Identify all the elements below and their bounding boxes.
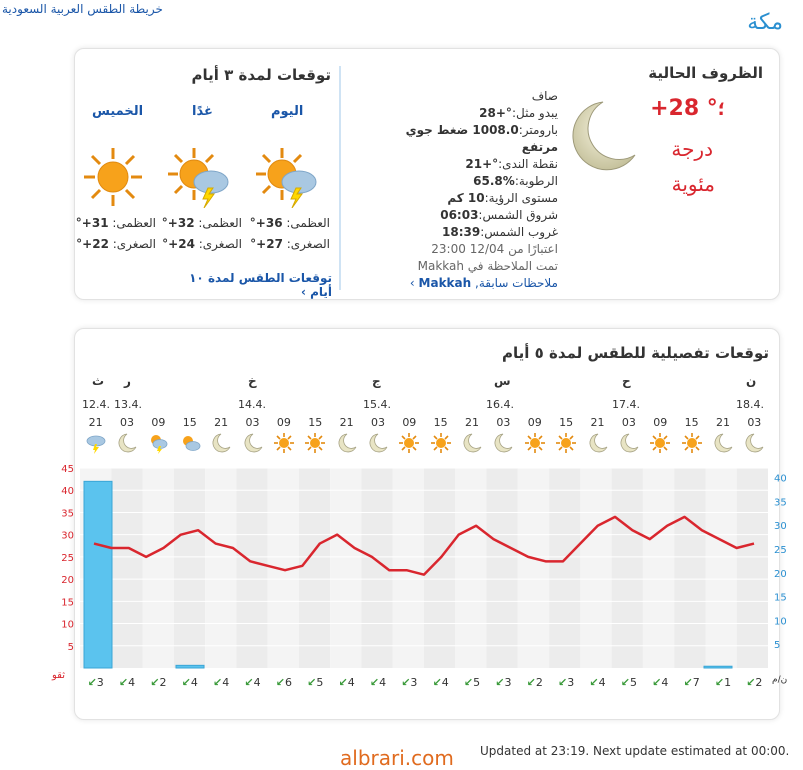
hour-label: 09 (402, 416, 417, 429)
visibility-row: مستوى الرؤية:10 كم (447, 191, 558, 205)
left-axis-tick: 20 (61, 575, 74, 587)
hours-row (80, 416, 770, 430)
day-letter: ر (124, 374, 131, 388)
day-letter: ج (372, 374, 381, 388)
current-temperature: +28 °؛ (650, 96, 725, 121)
barometer-row: بارومتر:1008.0 ضغط جوي (405, 123, 558, 137)
sun-icon (430, 432, 452, 454)
hour-label: 09 (653, 416, 668, 429)
chart-column-bg (143, 468, 174, 668)
left-axis-tick: 30 (61, 530, 74, 542)
wind-cell: ↙5 (307, 676, 324, 689)
current-conditions-title: الظروف الحالية (648, 64, 763, 82)
sun-icon (555, 432, 577, 454)
chart-column-bg (737, 468, 768, 668)
right-axis-tick: 25 (774, 544, 787, 556)
condition-text: صاف (531, 89, 558, 103)
right-axis-tick: 10 (774, 616, 787, 628)
day-tomorrow-label[interactable]: غدًا (192, 104, 213, 119)
day-letter: ن (746, 374, 757, 388)
wind-cell: ↙5 (620, 676, 637, 689)
moon-icon (210, 432, 232, 454)
breadcrumb-link[interactable]: خريطة الطقس العربية السعودية (2, 2, 163, 16)
brand-watermark: albrari.com (340, 746, 454, 770)
sunrise-row: شروق الشمس:06:03 (440, 208, 558, 222)
precip-bar (704, 666, 732, 668)
hour-label: 21 (88, 416, 103, 429)
hour-label: 03 (621, 416, 636, 429)
hour-label: 15 (684, 416, 699, 429)
moon-icon (492, 432, 514, 454)
detail-title: توقعات تفصيلية للطقس لمدة ٥ أيام (502, 344, 769, 362)
hour-label: 03 (245, 416, 260, 429)
hour-label: 03 (120, 416, 135, 429)
temperature-unit-line1: درجة (671, 137, 713, 161)
temperature-chart (50, 460, 792, 685)
wind-cell: ↙3 (87, 676, 104, 689)
date-label: 14.4. (238, 398, 266, 411)
chart-column-bg (518, 468, 549, 668)
moon-icon (116, 432, 138, 454)
feels-like-row: يبدو مثل:28+° (479, 106, 558, 120)
moon-icon (618, 432, 640, 454)
hour-label: 15 (559, 416, 574, 429)
wind-cell: ↙3 (558, 676, 575, 689)
hour-label: 21 (465, 416, 480, 429)
hour-label: 15 (182, 416, 197, 429)
hour-label: 03 (747, 416, 762, 429)
chart-column-bg (299, 468, 330, 668)
chart-column-bg (393, 468, 424, 668)
chart-column-bg (705, 468, 736, 668)
chart-column-bg (643, 468, 674, 668)
right-axis-unit: ن/م (772, 675, 788, 685)
sun-thunder-icon (166, 146, 232, 208)
sun-cloud-icon (179, 432, 201, 454)
moon-icon (587, 432, 609, 454)
sun-icon (304, 432, 326, 454)
tomorrow-min: الصغرى: 24+° (162, 237, 242, 251)
left-axis-unit: ثقو (52, 670, 66, 681)
chart-column-bg (330, 468, 361, 668)
left-axis-tick: 35 (61, 508, 74, 520)
chart-column-bg (424, 468, 455, 668)
today-max: العظمى: 36+° (249, 216, 330, 230)
date-label: 16.4. (486, 398, 514, 411)
chart-column-bg (674, 468, 705, 668)
hour-label: 21 (339, 416, 354, 429)
moon-icon (743, 432, 765, 454)
day-letter: ث (92, 374, 105, 388)
left-axis-tick: 25 (61, 552, 74, 564)
precip-bar (176, 665, 204, 668)
wind-cell: ↙4 (432, 676, 449, 689)
day-thursday-label[interactable]: الخميس (92, 104, 144, 119)
sunset-row: غروب الشمس:18:39 (442, 225, 558, 239)
wind-cell: ↙4 (652, 676, 669, 689)
date-label: 13.4. (114, 398, 142, 411)
wind-cell: ↙4 (369, 676, 387, 689)
wind-cell: ↙4 (338, 676, 355, 689)
thunder-icon (85, 432, 107, 454)
right-axis-tick: 15 (774, 592, 787, 604)
moon-icon (367, 432, 389, 454)
hour-label: 09 (151, 416, 166, 429)
hour-label: 03 (496, 416, 511, 429)
hour-label: 15 (308, 416, 323, 429)
wind-cell: ↙6 (275, 676, 292, 689)
date-label: 12.4. (82, 398, 110, 411)
wind-cell: ↙5 (463, 676, 481, 689)
moon-icon (712, 432, 734, 454)
sun-icon (398, 432, 420, 454)
sun-icon (649, 432, 671, 454)
city-title: مكة (747, 10, 783, 35)
hour-label: 09 (527, 416, 542, 429)
wind-cell: ↙3 (401, 676, 418, 689)
moon-icon (242, 432, 264, 454)
humidity-row: الرطوبة:65.8% (473, 174, 558, 188)
hour-label: 03 (370, 416, 385, 429)
wind-cell: ↙2 (150, 676, 167, 689)
temperature-unit-line2: مئوية (671, 172, 715, 196)
right-axis-tick: 30 (774, 521, 787, 533)
date-label: 17.4. (612, 398, 640, 411)
chart-column-bg (174, 468, 205, 668)
moon-icon (461, 432, 483, 454)
moon-icon (565, 100, 640, 172)
left-axis-tick: 10 (61, 619, 74, 631)
today-min: الصغرى: 27+° (250, 237, 330, 251)
dew-point-row: نقطة الندى:21+° (465, 157, 558, 171)
chart-column-bg (612, 468, 643, 668)
thursday-min: الصغرى: 22+° (76, 237, 156, 251)
hour-label: 21 (214, 416, 229, 429)
wind-cell: ↙4 (181, 676, 198, 689)
day-letter: خ (248, 374, 257, 388)
sun-icon (524, 432, 546, 454)
wind-cell: ↙4 (244, 676, 261, 689)
sun-thunder-icon (147, 432, 169, 454)
tomorrow-max: العظمى: 32+° (161, 216, 242, 230)
chart-column-bg (487, 468, 518, 668)
left-axis-tick: 5 (67, 641, 74, 653)
chart-column-bg (455, 468, 486, 668)
date-label: 15.4. (363, 398, 391, 411)
wind-cell: ↙2 (746, 676, 763, 689)
left-axis-tick: 45 (61, 464, 74, 475)
wind-cell: ↙1 (714, 676, 732, 689)
right-axis-tick: 35 (774, 497, 787, 509)
hour-icons-row (80, 432, 770, 456)
wind-cell: ↙4 (118, 676, 136, 689)
right-axis-tick: 20 (774, 568, 787, 580)
hour-label: 21 (590, 416, 605, 429)
chart-column-bg (549, 468, 580, 668)
chart-header (80, 370, 770, 460)
right-axis-tick: 40 (774, 473, 787, 485)
previous-observations-link[interactable]: ملاحظات سابقة, Makkah › (409, 276, 558, 290)
chart-column-bg (205, 468, 236, 668)
day-today-label[interactable]: اليوم (271, 104, 304, 119)
hour-label: 15 (433, 416, 448, 429)
hour-label: 09 (276, 416, 291, 429)
day-letter: ح (622, 374, 631, 388)
as-of-text: اعتبارًا من 12/04 23:00 (431, 242, 558, 256)
chart-column-bg (236, 468, 267, 668)
sun-thunder-icon (254, 146, 320, 208)
hour-label: 21 (715, 416, 730, 429)
moon-icon (336, 432, 358, 454)
chart-column-bg (111, 468, 142, 668)
barometer-trend: مرتفع (521, 140, 558, 154)
update-status: Updated at 23:19. Next update estimated at 00:00. (480, 744, 790, 758)
right-axis-tick: 5 (774, 640, 781, 652)
thursday-max: العظمى: 31+° (75, 216, 156, 230)
day-letter: س (494, 374, 511, 388)
wind-cell: ↙4 (213, 676, 230, 689)
chart-column-bg (580, 468, 611, 668)
wind-row (80, 676, 770, 692)
precip-bar (84, 481, 112, 668)
forecast-10-day-link[interactable]: توقعات الطقس لمدة ١٠ أيام › (189, 271, 332, 299)
date-label: 18.4. (736, 398, 764, 411)
sun-icon (82, 146, 144, 208)
forecast3-title: توقعات لمدة ٣ أيام (191, 66, 331, 84)
wind-cell: ↙4 (589, 676, 606, 689)
left-axis-tick: 15 (61, 597, 74, 609)
sun-icon (681, 432, 703, 454)
current-details (388, 88, 558, 292)
wind-cell: ↙3 (495, 676, 512, 689)
panel-divider (339, 66, 341, 290)
observed-at-text: تمت الملاحظة في Makkah (417, 259, 558, 273)
left-axis-tick: 40 (61, 486, 74, 498)
wind-cell: ↙7 (683, 676, 700, 689)
wind-cell: ↙2 (526, 676, 543, 689)
sun-icon (273, 432, 295, 454)
